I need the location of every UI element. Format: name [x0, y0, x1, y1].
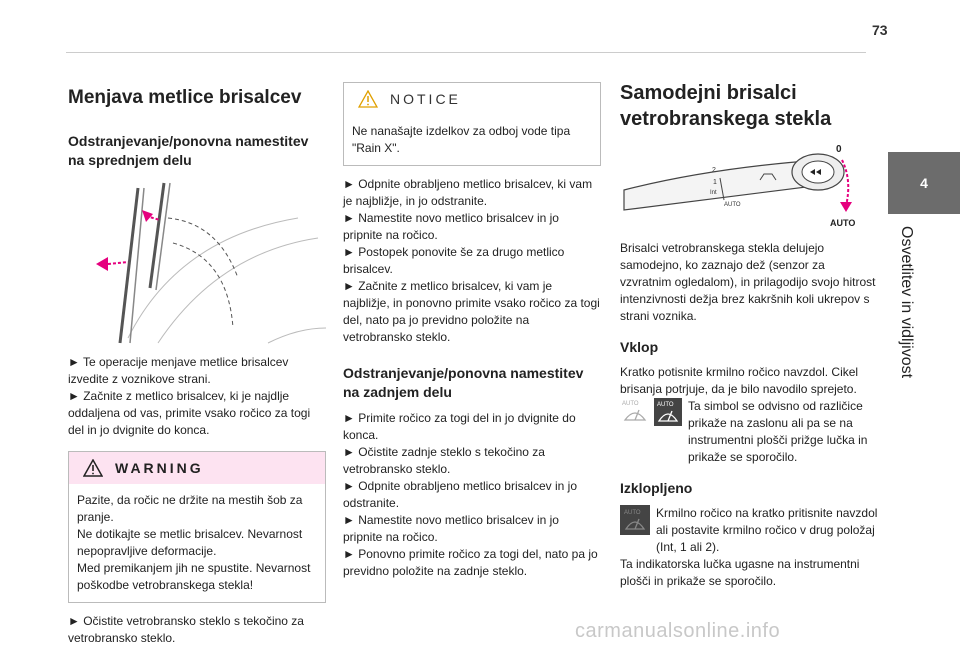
subsection-title: Odstranjevanje/ponovna namestitev na zadnjem delu — [343, 365, 584, 400]
on-icon-row — [620, 398, 878, 466]
off-icon-row — [620, 505, 878, 556]
column-1 — [68, 80, 326, 647]
page-number: 73 — [872, 22, 888, 38]
step-text: ► Postopek ponovite še za drugo metlico brisalcev. — [343, 245, 565, 276]
step-text: ► Začnite z metlico brisalcev, ki je najdlje oddaljena od vas, primite vsako ročico za togi del in jo dvignite do konca. — [68, 389, 311, 437]
off-heading: Izklopljeno — [620, 480, 693, 496]
step-text: ► Namestite novo metlico brisalcev in jo pripnite na ročico. — [343, 513, 559, 544]
section-title: Menjava metlice brisalcev — [68, 87, 302, 108]
label-one: 1 — [713, 179, 717, 186]
warning-line: Pazite, da ročic ne držite na mestih šob za pranje. — [77, 493, 303, 524]
auto-wiper-dark-icon — [654, 398, 682, 426]
step-text: ► Očistite zadnje steklo s tekočino za vetrobransko steklo. — [343, 445, 545, 476]
step-text: ► Odpnite obrabljeno metlico brisalcev, ki vam je najbližje, in jo odstranite. — [343, 177, 593, 208]
on-icon-text: Ta simbol se odvisno od različice prikaže na zaslonu ali pa se na instrumentni plošči prižge lučka in prikaže se sporočilo. — [688, 399, 868, 464]
notice-body: Ne nanašajte izdelkov za odboj vode tipa "Rain X". — [352, 124, 571, 155]
warning-box — [68, 451, 326, 603]
wiper-stalk-illustration — [620, 140, 878, 228]
chapter-tab[interactable]: 4 — [888, 152, 960, 214]
notice-label: NOTICE — [390, 90, 461, 107]
column-2 — [343, 82, 601, 580]
step-text: ► Primite ročico za togi del in jo dvignite do konca. — [343, 411, 576, 442]
warning-body — [69, 484, 325, 602]
top-divider — [66, 52, 866, 53]
watermark: carmanualsonline.info — [575, 620, 781, 642]
warning-label: WARNING — [115, 459, 204, 476]
auto-light-text: AUTO — [622, 401, 639, 407]
section-title-line-2: vetrobranskega stekla — [620, 108, 832, 130]
step-text: ► Očistite vetrobransko steklo s tekočino za vetrobransko steklo. — [68, 614, 304, 645]
label-two: 2 — [712, 167, 716, 174]
off-text: Ta indikatorska lučka ugasne na instrumentni plošči in prikaže se sporočilo. — [620, 557, 860, 588]
label-auto: AUTO — [830, 218, 856, 228]
step-text: ► Ponovno primite ročico za togi del, nato pa jo previdno položite na zadnje steklo. — [343, 547, 598, 578]
label-zero: 0 — [836, 144, 842, 155]
step-text: ► Te operacije menjave metlice brisalcev izvedite z voznikove strani. — [68, 355, 289, 386]
chapter-title: Osvetlitev in vidljivost — [898, 226, 915, 379]
warning-line: Ne dotikajte se metlic brisalcev. Nevarnost nepopravljive deformacije. — [77, 527, 303, 558]
section-title: Samodejni brisalci — [620, 82, 797, 104]
warning-header — [69, 452, 325, 484]
notice-header — [344, 83, 600, 115]
auto-dark-text: AUTO — [657, 402, 674, 408]
label-auto-stalk: AUTO — [724, 202, 741, 208]
step-text: ► Začnite z metlico brisalcev, ki vam je najbližje, in ponovno primite vsako ročico za togi del, nato pa jo previdno položite na vetrobransko steklo. — [343, 279, 600, 344]
auto-wiper-off-icon — [620, 505, 650, 535]
notice-icon — [358, 90, 378, 108]
front-wiper-illustration — [68, 178, 326, 346]
auto-off-text: AUTO — [624, 510, 641, 516]
intro-text: Brisalci vetrobranskega stekla delujejo samodejno, ko zaznajo dež (senzor za vzvratnim ogledalom), in prilagodijo svojo hitrost intenzivnosti dežja brez kakršnih koli ukrepov s strani voznika. — [620, 241, 876, 323]
on-text: Kratko potisnite krmilno ročico navzdol. Cikel brisanja potrjuje, da je bilo navodilo sprejeto. — [620, 365, 859, 396]
on-heading: Vklop — [620, 339, 659, 355]
warning-icon — [83, 459, 103, 477]
column-3 — [620, 80, 878, 590]
subsection-title: Odstranjevanje/ponovna namestitev na sprednjem delu — [68, 133, 309, 168]
notice-box — [343, 82, 601, 166]
off-icon-text: Krmilno ročico na kratko pritisnite navzdol ali postavite krmilno ročico v drug položaj (Int, 1 ali 2). — [656, 506, 878, 554]
warning-line: Med premikanjem jih ne spustite. Nevarnost poškodbe vetrobranskega stekla! — [77, 561, 311, 592]
label-int: Int — [710, 190, 717, 196]
auto-wiper-light-icon — [620, 398, 648, 426]
step-text: ► Namestite novo metlico brisalcev in jo pripnite na ročico. — [343, 211, 559, 242]
step-text: ► Odpnite obrabljeno metlico brisalcev in jo odstranite. — [343, 479, 577, 510]
